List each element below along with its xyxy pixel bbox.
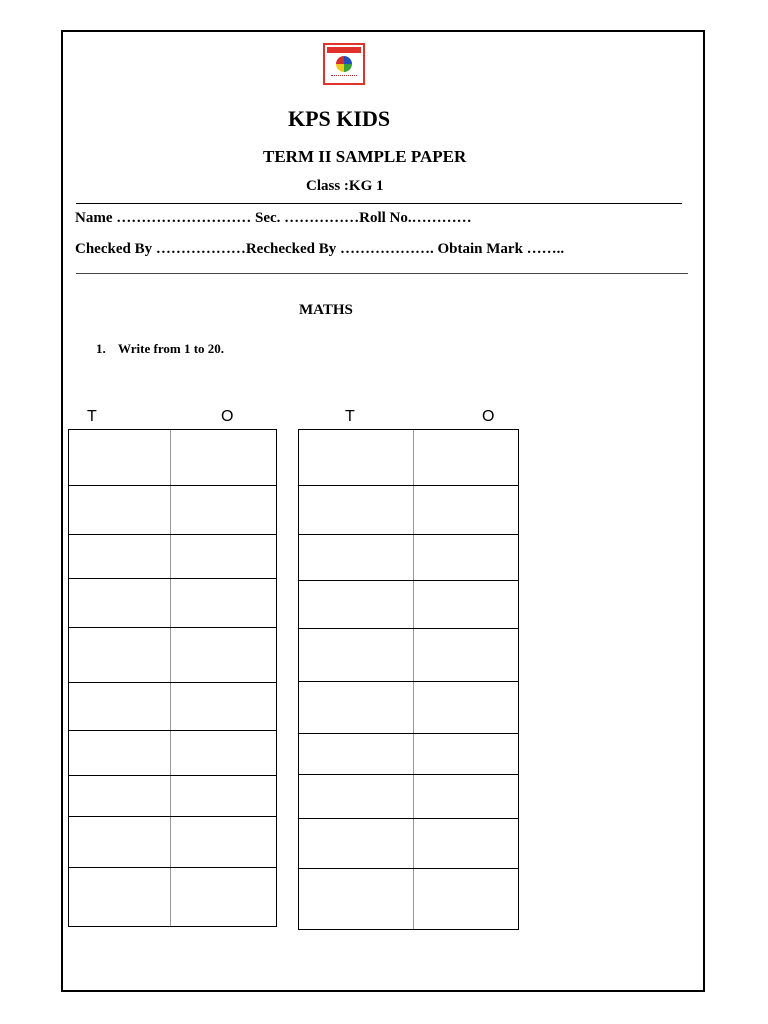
table-2-tens-header: T [345,408,355,425]
table-2-ones-header: O [482,408,495,425]
question-1 [96,341,224,357]
row-divider [69,867,276,868]
info-divider [76,273,688,274]
table-1-tens-header: T [87,408,97,425]
row-divider [69,627,276,628]
student-name-line: Name ……………………… Sec. ……………Roll No.………… [75,210,472,226]
row-divider [299,534,518,535]
row-divider [69,534,276,535]
row-divider [299,774,518,775]
row-divider [299,868,518,869]
row-divider [69,682,276,683]
number-table-1 [68,429,277,927]
row-divider [299,681,518,682]
header-divider [76,203,682,204]
logo-emblem [336,56,352,72]
class-line: Class :KG 1 [306,178,384,194]
table-1-ones-header: O [221,408,234,425]
row-divider [299,580,518,581]
logo-band [327,47,361,53]
column-divider [413,430,414,929]
question-number: 1. [96,341,106,356]
school-name: KPS KIDS [288,106,391,131]
checked-by-line: Checked By ………………Rechecked By ………………. Obtain Mark …….. [75,241,565,257]
logo-motto [331,75,357,79]
row-divider [299,485,518,486]
row-divider [69,816,276,817]
row-divider [299,733,518,734]
row-divider [69,578,276,579]
paper-title: TERM II SAMPLE PAPER [263,147,467,166]
row-divider [299,628,518,629]
number-table-2 [298,429,519,930]
row-divider [299,818,518,819]
question-text: Write from 1 to 20. [118,341,225,356]
row-divider [69,485,276,486]
column-divider [170,430,171,926]
school-logo-icon [323,43,365,85]
row-divider [69,775,276,776]
row-divider [69,730,276,731]
subject-heading: MATHS [299,302,353,318]
